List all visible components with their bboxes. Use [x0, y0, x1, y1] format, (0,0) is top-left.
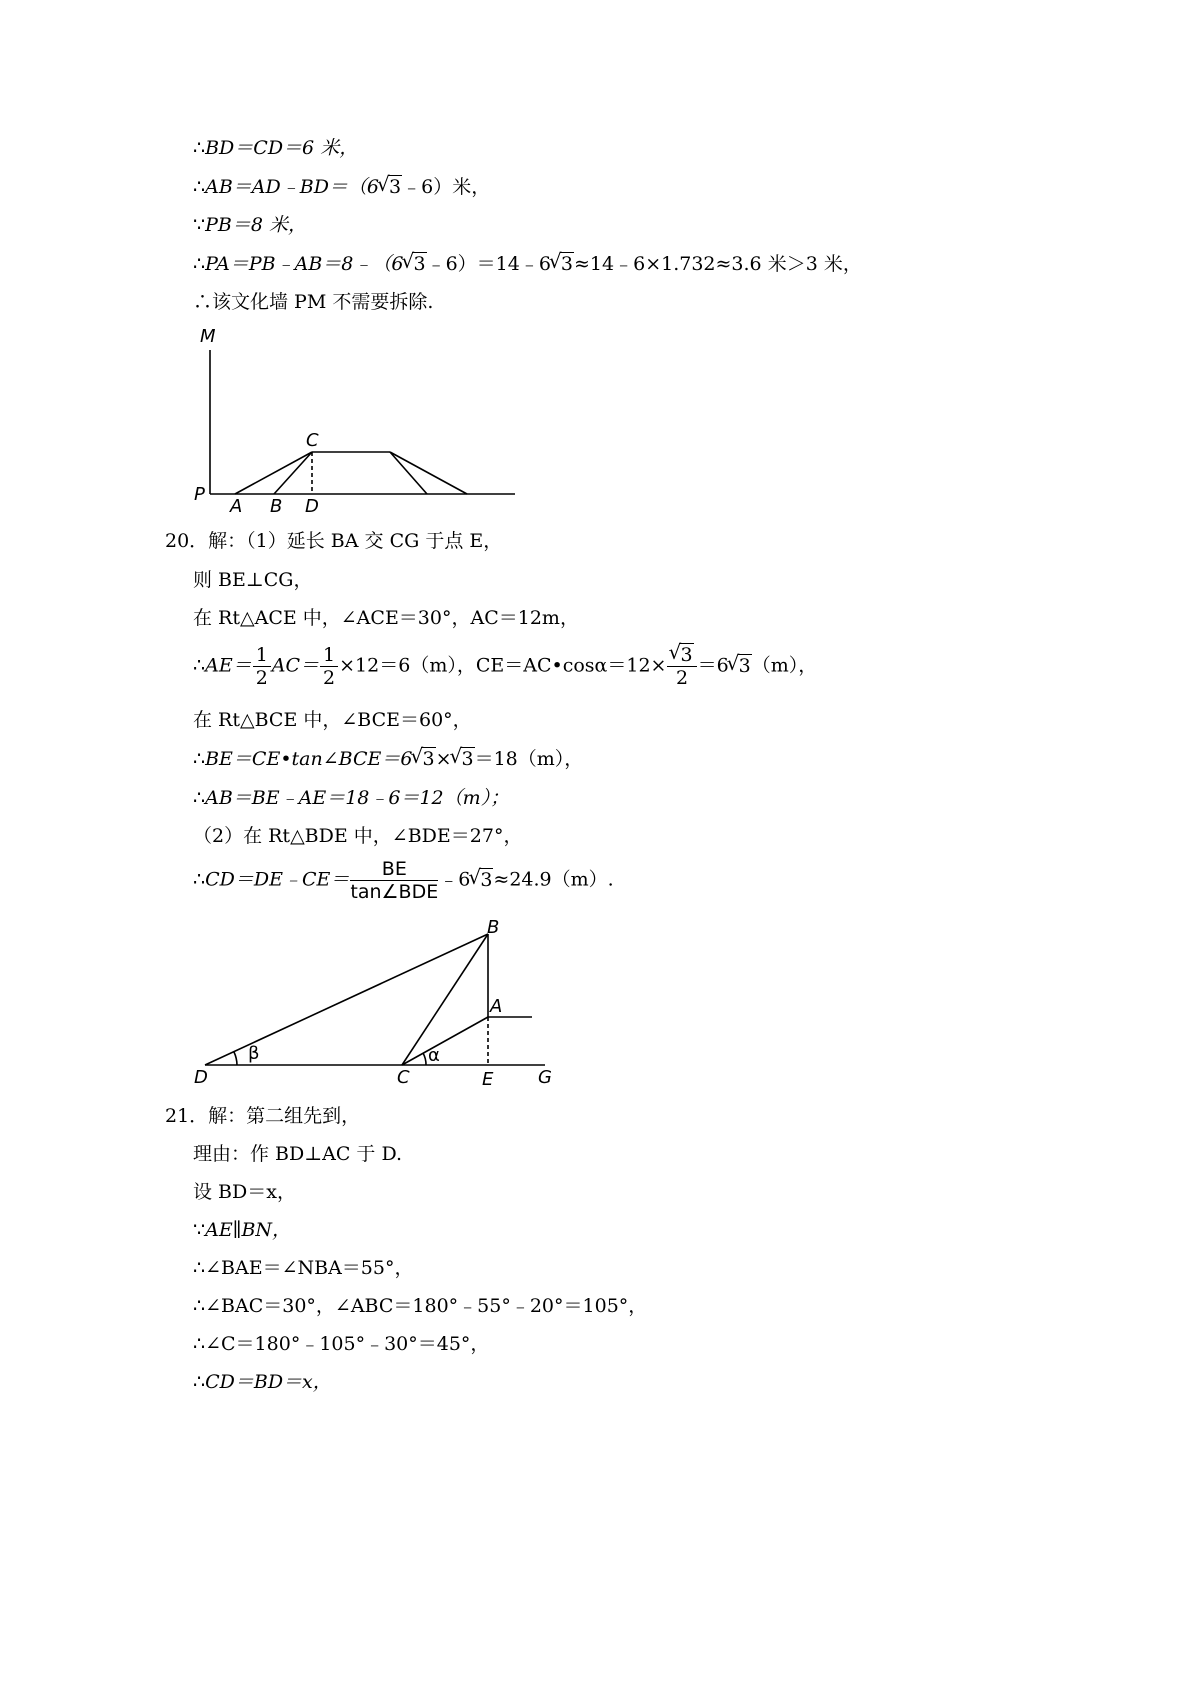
- line-text: ≈14﹣6×1.732≈3.6 米＞3 米，: [574, 253, 862, 275]
- line-ab: [193, 175, 490, 199]
- segment-ac: [235, 452, 312, 494]
- label-a: A: [490, 996, 503, 1017]
- line-conclusion: [193, 290, 433, 314]
- label-c: C: [397, 1067, 410, 1088]
- therefore-symbol: ∴: [193, 137, 206, 159]
- therefore-symbol: ∴: [193, 1257, 206, 1279]
- label-d: D: [194, 1067, 208, 1088]
- label-b: B: [270, 496, 283, 517]
- line-text: BD＝CD＝6 米，: [205, 137, 359, 159]
- therefore-symbol: ∴: [193, 291, 213, 313]
- therefore-symbol: ∴: [193, 787, 206, 809]
- label-beta: β: [248, 1043, 260, 1064]
- angle-beta-arc: [234, 1052, 237, 1065]
- label-m: M: [200, 326, 216, 347]
- q20-step2: 在 Rt△ACE 中，∠ACE＝30°，AC＝12m，: [193, 607, 579, 629]
- line-text: AB＝AD﹣BD＝（6: [205, 176, 380, 198]
- q21-step5: ∴∠BAC＝30°，∠ABC＝180°﹣55°﹣20°＝105°，: [193, 1295, 648, 1317]
- segment-ca: [402, 1017, 488, 1065]
- label-a: A: [230, 496, 243, 517]
- line-text: ﹣6）＝14﹣6: [426, 253, 551, 275]
- therefore-symbol: ∴: [193, 253, 206, 275]
- q21-step7: ∴CD＝BD＝x，: [193, 1371, 332, 1393]
- therefore-symbol: ∴: [193, 1371, 206, 1393]
- q20-step7: （2）在 Rt△BDE 中，∠BDE＝27°，: [193, 825, 523, 847]
- figure-building-angles: [190, 915, 570, 1095]
- label-g: G: [538, 1067, 552, 1088]
- label-b: B: [487, 917, 500, 938]
- q20-step4: 在 Rt△BCE 中，∠BCE＝60°，: [193, 709, 472, 731]
- q20-step8: ∴CD＝DE﹣CE＝ $\frac{BE}{\text{tan∠BDE}}$ ﹣6√ 3≈24.9（m）.: [193, 858, 614, 903]
- label-e: E: [482, 1069, 494, 1090]
- sqrt: √ 3: [403, 252, 426, 276]
- q21-step2: 设 BD＝x，: [193, 1181, 296, 1203]
- line-bd-cd: [193, 136, 358, 160]
- therefore-symbol: ∴: [193, 748, 206, 770]
- right-slope-inner: [390, 452, 427, 494]
- q20-step6: ∴AB＝BE﹣AE＝18﹣6＝12（m）；: [193, 787, 510, 809]
- therefore-symbol: ∴: [193, 1295, 206, 1317]
- q20-header: 20．解：（1）延长 BA 交 CG 于点 E，: [165, 530, 503, 552]
- line-text: PA＝PB﹣AB＝8﹣（6: [205, 253, 404, 275]
- line-text: ﹣6）米，: [402, 176, 491, 198]
- figure-wall-slope: [190, 322, 525, 517]
- segment-bc: [274, 452, 312, 494]
- fraction-be-over-tan: $\frac{BE}{\text{tan∠BDE}}$: [350, 858, 439, 903]
- line-text: 该文化墙 PM 不需要拆除.: [212, 291, 434, 313]
- line-pb: [193, 213, 307, 237]
- label-alpha: α: [428, 1045, 440, 1066]
- q21-step1: 理由：作 BD⊥AC 于 D.: [193, 1143, 403, 1165]
- sqrt: √ 3: [551, 252, 574, 276]
- line-text: PB＝8 米，: [205, 214, 307, 236]
- therefore-symbol: ∴: [193, 1333, 206, 1355]
- because-symbol: ∵: [193, 1219, 206, 1241]
- q21-step4: ∴∠BAE＝∠NBA＝55°，: [193, 1257, 414, 1279]
- angle-alpha-arc: [423, 1053, 426, 1065]
- label-p: P: [194, 484, 205, 505]
- fraction-half: $\frac{1}{2}$: [320, 644, 338, 689]
- line-pa: [193, 252, 862, 276]
- because-symbol: ∵: [193, 214, 206, 236]
- sqrt: √ 3: [452, 747, 475, 771]
- sqrt: √ 3: [729, 654, 752, 678]
- sqrt: √ 3: [412, 747, 435, 771]
- sqrt: √ 3: [470, 868, 493, 892]
- q21-step3: ∵AE∥BN，: [193, 1219, 292, 1241]
- therefore-symbol: ∴: [193, 654, 206, 677]
- q21-header: 21．解：第二组先到，: [165, 1105, 361, 1127]
- sqrt: √ 3: [379, 175, 402, 199]
- fraction-sqrt3-over-2: √ $\frac{3}{2}$: [667, 644, 696, 689]
- therefore-symbol: ∴: [193, 868, 206, 891]
- q20-step5: ∴BE＝CE•tan∠BCE＝6√ 3×√ 3＝18（m），: [193, 747, 583, 771]
- right-slope-outer: [390, 452, 467, 494]
- q20-step1: 则 BE⊥CG，: [193, 569, 313, 591]
- therefore-symbol: ∴: [193, 176, 206, 198]
- label-c: C: [306, 430, 319, 451]
- fraction-half: $\frac{1}{2}$: [253, 644, 271, 689]
- q20-step3: ∴AE＝ $\frac{1}{2}$ AC＝ $\frac{1}{2}$ ×12＝6（m），CE＝AC•cosα＝12× √ $\frac{3}{2}$ ＝6√ 3（m），: [193, 644, 817, 689]
- label-d: D: [305, 496, 319, 517]
- q21-step6: ∴∠C＝180°﹣105°﹣30°＝45°，: [193, 1333, 490, 1355]
